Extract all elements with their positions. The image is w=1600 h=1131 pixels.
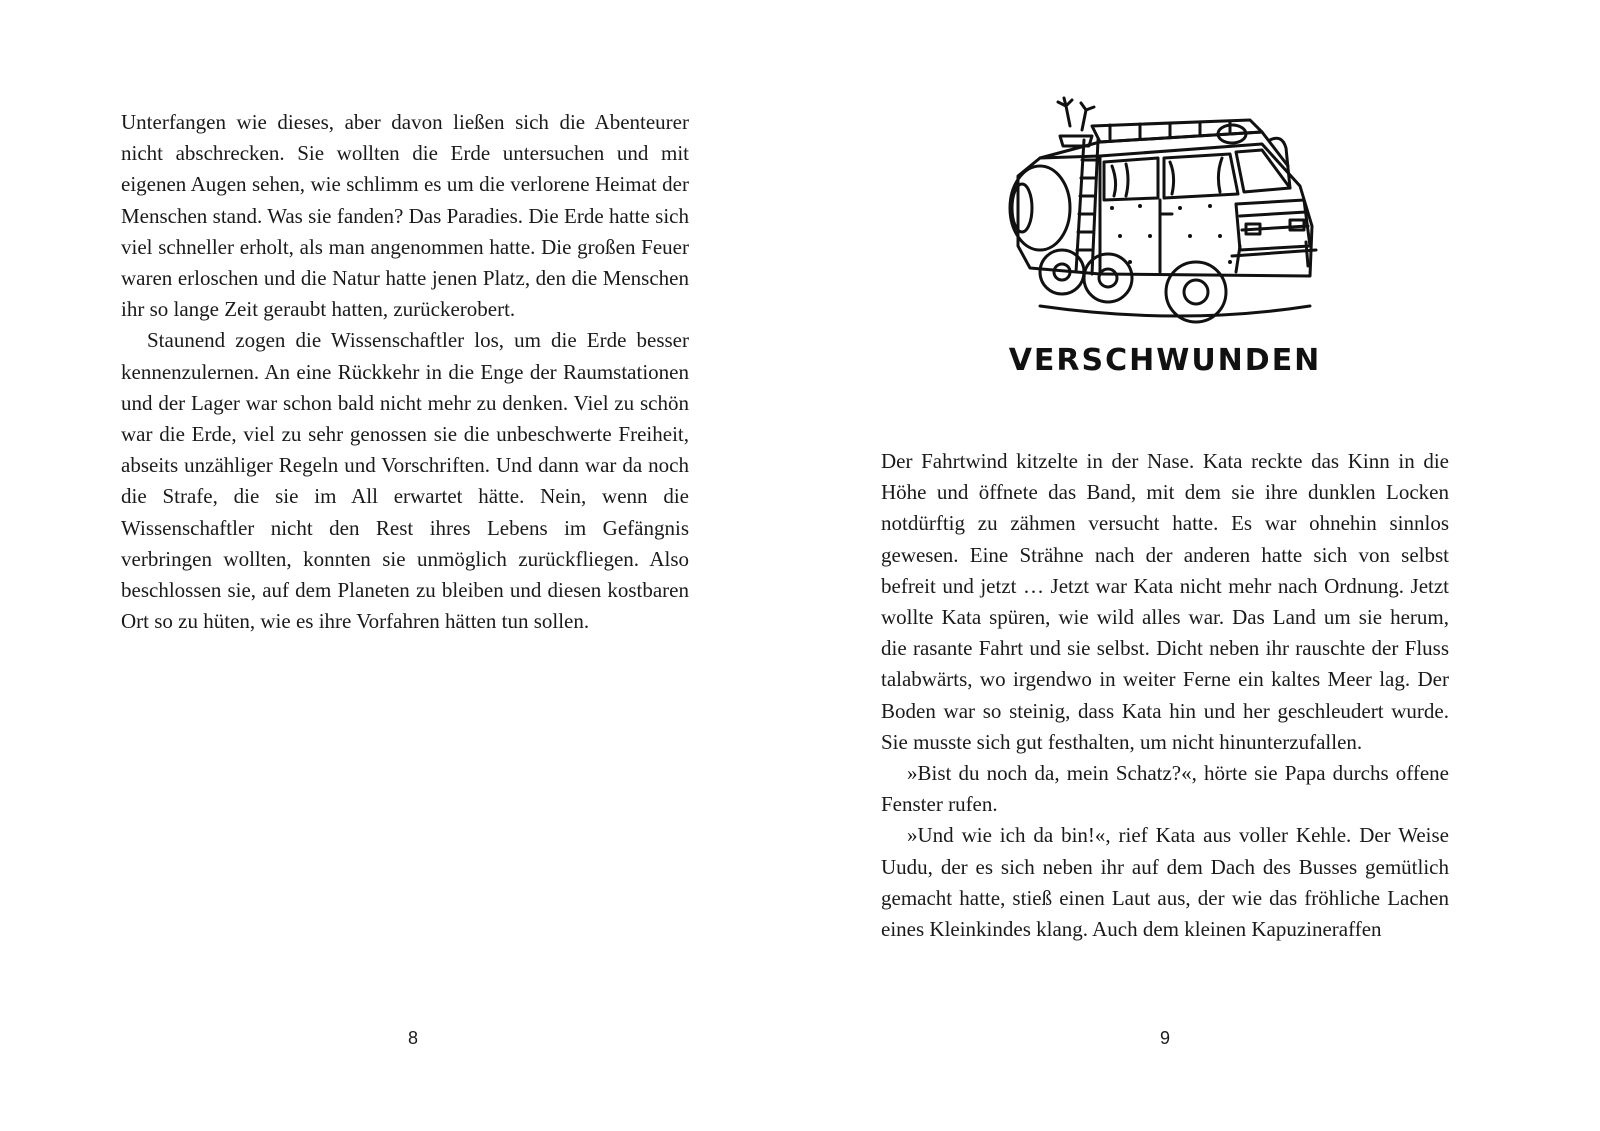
right-page	[800, 0, 1600, 1131]
paragraph: »Bist du noch da, mein Schatz?«, hörte sie Papa durchs offene Fenster rufen.	[881, 761, 1449, 817]
paragraph: Staunend zogen die Wissenschaftler los, um die Erde besser kennenzulernen. An eine Rückkehr in die Enge der Raumstationen und der Lager war schon bald nicht mehr zu denken. Viel zu schön war die Erde, viel zu sehr genossen sie die unbeschwerte Freiheit, abseits unzähliger Regeln und Vorschriften. Und dann war da noch die Strafe, die sie im All erwartet hätte. Nein, wenn die Wissenschaftler nicht den Rest ihres Lebens im Gefängnis verbringen wollten, konnten sie unmöglich zurückfliegen. Also beschlossen sie, auf dem Planeten zu bleiben und diesen kostbaren Ort so zu hüten, wie es ihre Vorfahren hätten tun sollen.	[121, 328, 689, 634]
left-page-text	[121, 107, 689, 637]
van-illustration	[1000, 96, 1330, 328]
chapter-title: VERSCHWUNDEN	[1008, 343, 1322, 378]
paragraph: »Und wie ich da bin!«, rief Kata aus voller Kehle. Der Weise Uudu, der es sich neben ihr auf dem Dach des Busses gemütlich gemacht hatte, stieß einen Laut aus, der wie das fröhliche Lachen eines Kleinkindes klang. Auch dem kleinen Kapuzineraffen	[881, 823, 1449, 942]
page-number: 9	[1159, 1028, 1170, 1048]
paragraph: Unterfangen wie dieses, aber davon ließen sich die Abenteurer nicht abschrecken. Sie wollten die Erde untersuchen und mit eigenen Augen sehen, wie schlimm es um die verlorene Heimat der Menschen stand. Was sie fanden? Das Paradies. Die Erde hatte sich viel schneller erholt, als man angenommen hatte. Die großen Feuer waren erloschen und die Natur hatte jenen Platz, den die Menschen ihr so lange Zeit geraubt hatten, zurückerobert.	[121, 110, 689, 322]
right-page-text	[881, 446, 1449, 945]
page-number: 8	[407, 1028, 418, 1048]
paragraph: Der Fahrtwind kitzelte in der Nase. Kata reckte das Kinn in die Höhe und öffnete das Band, mit dem sie ihre dunklen Locken notdürftig zu zähmen versucht hatte. Es war ohnehin sinnlos gewesen. Eine Strähne nach der anderen hatte sich von selbst befreit und jetzt … Jetzt war Kata nicht mehr nach Ordnung. Jetzt wollte Kata spüren, wie wild alles war. Das Land um sie herum, die rasante Fahrt und sie selbst. Dicht neben ihr rauschte der Fluss talabwärts, wo irgendwo in weiter Ferne ein kaltes Meer lag. Der Boden war so steinig, dass Kata hin und her geschleudert wurde. Sie musste sich gut festhalten, um nicht hinunterzufallen.	[881, 449, 1449, 754]
